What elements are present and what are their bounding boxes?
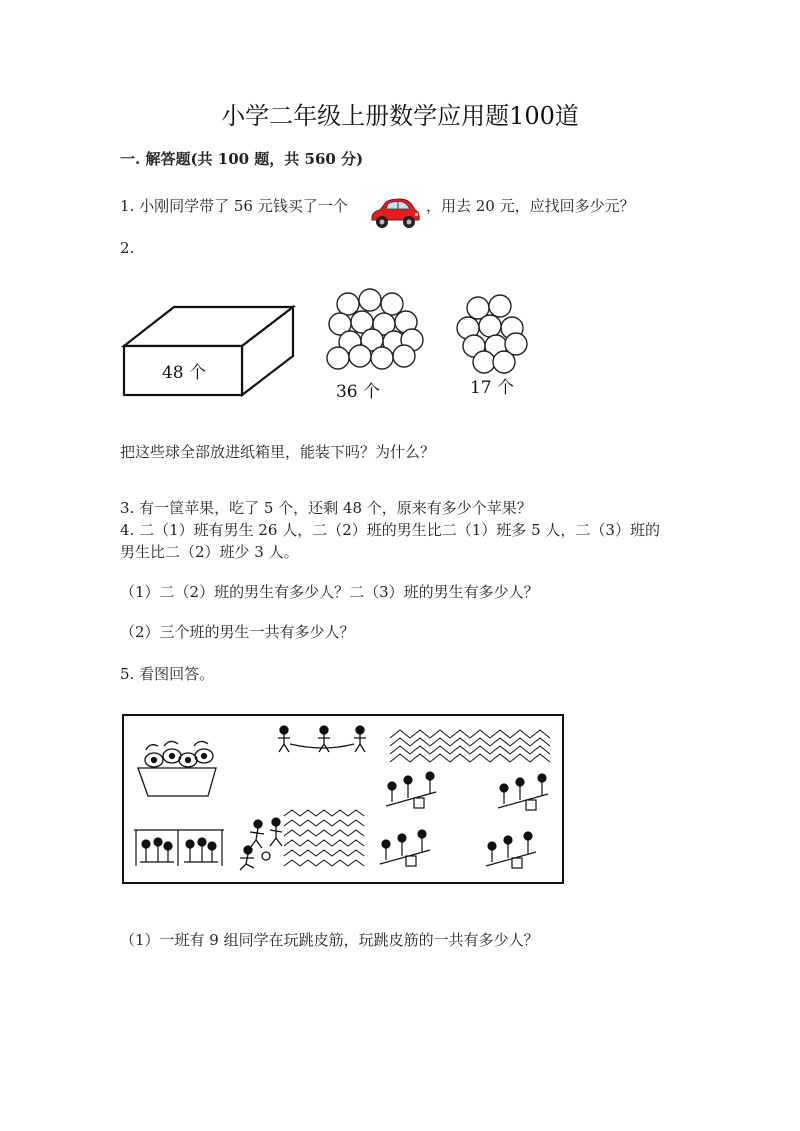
ball-pile-36 [322,286,430,404]
page-title: 小学二年级上册数学应用题100道 [221,102,579,130]
crowd-top-right-icon [390,730,550,762]
pile-36-label: 36 个 [335,382,381,402]
question-4-line-2: 男生比二（2）班少 3 人。 [120,543,299,561]
question-1-text-after: ，用去 20 元，应找回多少元？ [426,197,635,215]
question-5-title: 5. 看图回答。 [120,665,215,683]
box-figure [120,300,300,400]
pile-17-label: 17 个 [469,378,515,398]
ball-pile-17 [448,290,532,402]
rope-jumping-kids-icon [278,726,366,752]
question-3-text: 3. 有一筐苹果，吃了 5 个，还剩 48 个，原来有多少个苹果？ [120,499,532,517]
question-4-sub-1: （1）二（2）班的男生有多少人？二（3）班的男生有多少人？ [120,583,539,601]
question-4-sub-2: （2）三个班的男生一共有多少人？ [120,623,355,641]
red-car-icon [368,196,422,232]
seesaw-kids-icon [380,772,548,868]
question-2-text: 把这些球全部放进纸箱里，能装下吗？为什么？ [120,443,436,461]
crowd-middle-icon [284,810,364,866]
question-2-number: 2. [120,239,135,257]
question-5-sub-1: （1）一班有 9 组同学在玩跳皮筋，玩跳皮筋的一共有多少人？ [120,931,539,949]
question-4-line-1: 4. 二（1）班有男生 26 人，二（2）班的男生比二（1）班多 5 人，二（3）班的 [120,521,660,539]
question-1-text-before: 1. 小刚同学带了 56 元钱买了一个 [120,197,348,215]
kids-group-left-icon [134,830,224,866]
flower-pot-icon [138,741,216,796]
football-kids-icon [240,818,282,870]
box-label: 48 个 [161,363,207,383]
playground-scene-icon [122,714,564,884]
section-heading: 一. 解答题(共 100 题，共 560 分) [120,150,364,168]
